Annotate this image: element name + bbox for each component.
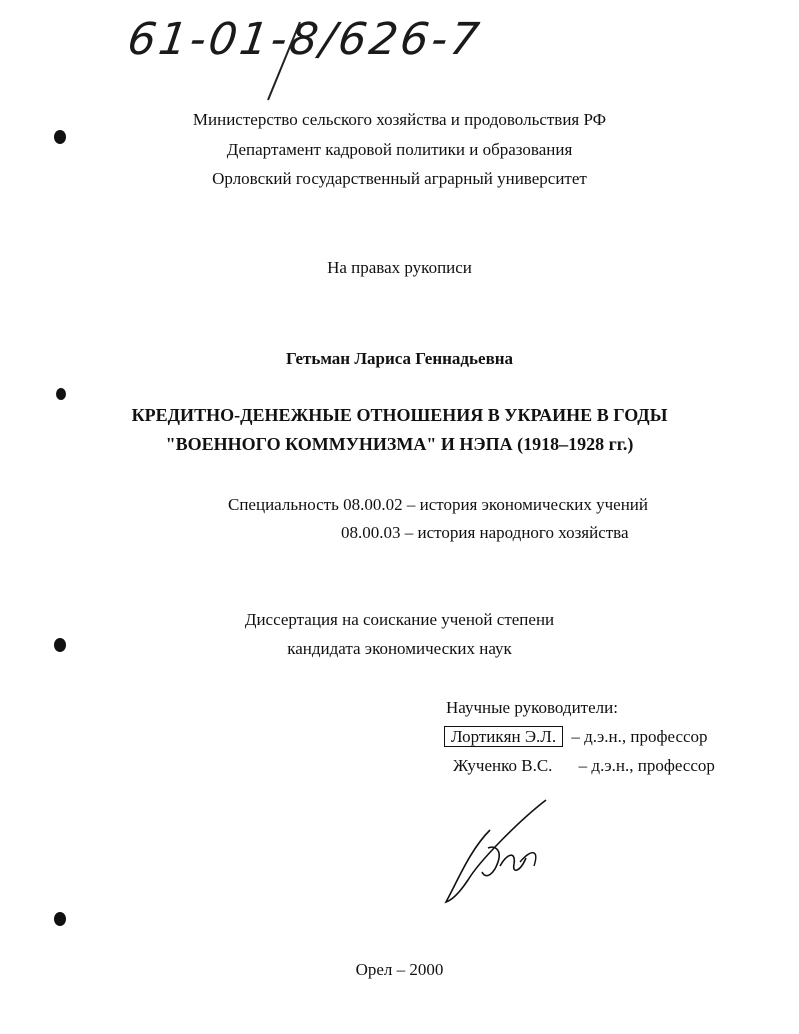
footer-city-year: Орел – 2000 bbox=[355, 960, 444, 979]
specialty-line-2: 08.00.03 – история народного хозяйства bbox=[341, 523, 629, 542]
rights-note: На правах рукописи bbox=[327, 258, 472, 277]
advisor-degree: – д.э.н., профессор bbox=[578, 756, 715, 775]
advisor-name-boxed: Лортикян Э.Л. bbox=[444, 726, 563, 747]
advisor-degree: – д.э.н., профессор bbox=[571, 727, 708, 746]
dissertation-line-2: кандидата экономических наук bbox=[287, 639, 512, 658]
author-name: Гетьман Лариса Геннадьевна bbox=[285, 349, 514, 368]
punch-hole-2 bbox=[56, 388, 66, 400]
advisor-row-2 bbox=[453, 756, 715, 776]
advisor-name: Жученко В.С. bbox=[453, 756, 553, 775]
dissertation-line-1: Диссертация на соискание ученой степени bbox=[244, 610, 555, 629]
title-line-1: КРЕДИТНО-ДЕНЕЖНЫЕ ОТНОШЕНИЯ В УКРАИНЕ В ГОДЫ bbox=[131, 405, 668, 425]
department-line: Департамент кадровой политики и образования bbox=[226, 140, 573, 159]
university-line: Орловский государственный аграрный университет bbox=[212, 169, 587, 188]
ministry-line: Министерство сельского хозяйства и продовольствия РФ bbox=[192, 110, 607, 129]
title-line-2: "ВОЕННОГО КОММУНИЗМА" И НЭПА (1918–1928 гг.) bbox=[165, 434, 634, 454]
specialty-line-1: Специальность 08.00.02 – история экономических учений bbox=[228, 495, 649, 514]
advisor-row-1 bbox=[444, 727, 708, 747]
archive-code-underline bbox=[0, 0, 799, 120]
handwritten-archive-code: 61-01-8/626-7 bbox=[124, 14, 485, 65]
punch-hole-4 bbox=[54, 912, 66, 926]
advisors-heading: Научные руководители: bbox=[446, 698, 618, 717]
